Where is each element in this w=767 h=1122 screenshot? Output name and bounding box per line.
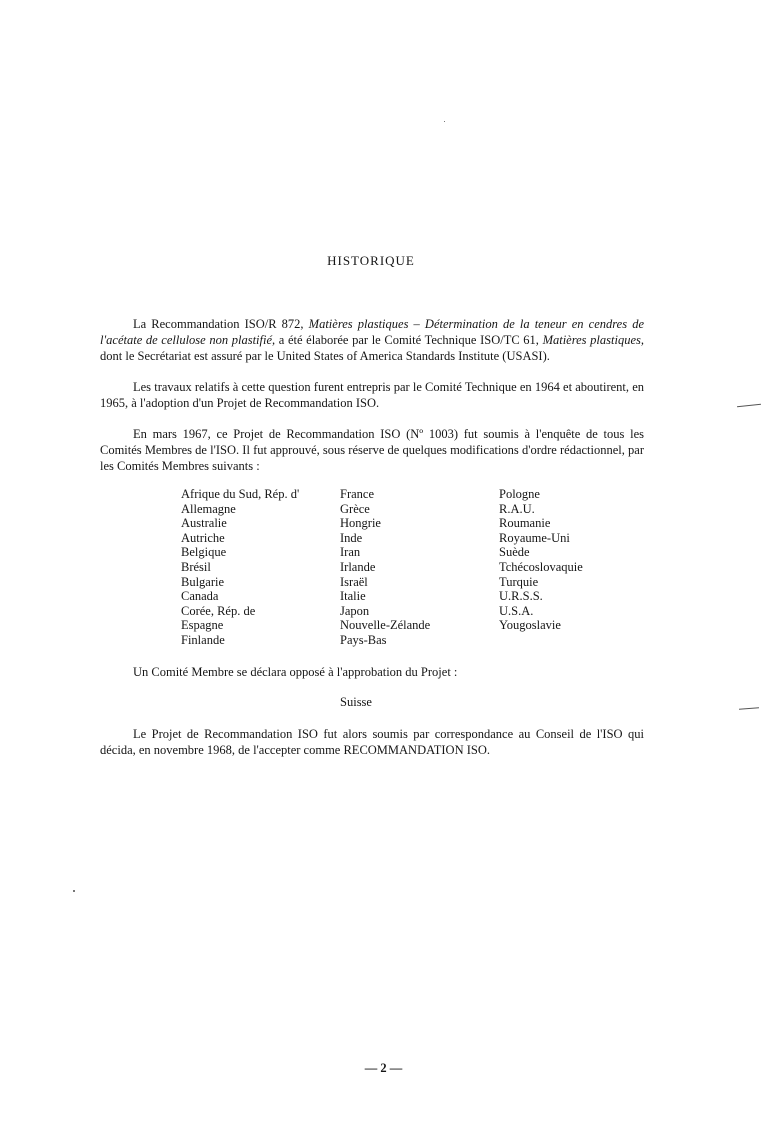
member-country: U.R.S.S. [499, 589, 543, 604]
member-country: Pologne [499, 487, 540, 501]
paragraph-origin-text-1: La Recommandation ISO/R 872, [133, 317, 309, 331]
page-number: — 2 — [364, 1061, 403, 1075]
paragraph-enquiry: En mars 1967, ce Projet de Recommandation ISO (Nº 1003) fut soumis à l'enquête de tous les Comités Membres de l'ISO. Il fut approuvé, sous réserve de quelques modifications d'ordre rédactionnel, par les Comités Membres suivants : [100, 427, 644, 473]
member-country: Japon [340, 603, 370, 618]
paragraph-opposition: Un Comité Membre se déclara opposé à l'approbation du Projet : [133, 665, 458, 679]
member-country: Canada [181, 589, 219, 604]
member-country: Finlande [181, 632, 225, 647]
member-country: Tchécoslovaquie [499, 559, 583, 574]
member-country: Israël [340, 574, 368, 589]
paragraph-acceptance [100, 726, 644, 758]
member-country: Pays-Bas [340, 632, 387, 647]
paragraph-acceptance-text: Le Projet de Recommandation ISO fut alors soumis par correspondance au Conseil de l'ISO qui décida, en novembre 1968, de l'accepter comme [100, 727, 644, 757]
member-country: Inde [340, 530, 363, 545]
member-country: Royaume-Uni [499, 530, 570, 545]
paragraph-origin-text-2: a été élaborée par le Comité Technique ISO/TC 61, [275, 333, 543, 347]
scan-speck [73, 890, 75, 892]
member-country: Roumanie [499, 516, 551, 531]
member-country: Nouvelle-Zélande [340, 618, 431, 633]
recommendation-emphasis: RECOMMANDATION ISO. [343, 743, 491, 757]
members-column-3 [499, 487, 583, 633]
member-country: Belgique [181, 545, 227, 560]
member-country: Italie [340, 589, 366, 604]
member-country: Irlande [340, 559, 376, 574]
member-country: Iran [340, 545, 361, 560]
member-country: Afrique du Sud, Rép. d' [181, 487, 300, 501]
members-column-1 [181, 487, 299, 648]
opposing-member: Suisse [340, 695, 372, 709]
scan-margin-mark [739, 707, 759, 709]
member-country: Suède [499, 545, 530, 560]
scan-speck [444, 121, 445, 122]
member-country: Grèce [340, 501, 370, 516]
member-country: R.A.U. [499, 501, 535, 516]
member-country: Espagne [181, 618, 224, 633]
member-country: Bulgarie [181, 574, 225, 589]
member-country: Hongrie [340, 516, 381, 531]
paragraph-work-history: Les travaux relatifs à cette question furent entrepris par le Comité Technique en 1964 et aboutirent, en 1965, à l'adoption d'un Projet de Recommandation ISO. [100, 380, 644, 410]
member-country: Yougoslavie [499, 618, 561, 633]
scan-margin-mark [737, 404, 761, 408]
committee-title-italic: Matières plastiques, [542, 333, 644, 347]
member-country: Allemagne [181, 501, 236, 516]
member-country: Corée, Rép. de [181, 603, 256, 618]
standard-title-italic: Matières plastiques – Détermination de la teneur en cendres de l'acétate de cellulose non plastifié, [100, 317, 644, 347]
member-country: U.S.A. [499, 603, 534, 618]
member-country: Brésil [181, 559, 211, 574]
member-country: Australie [181, 516, 227, 531]
member-country: Autriche [181, 530, 225, 545]
member-country: Turquie [499, 574, 539, 589]
paragraph-origin [100, 316, 644, 364]
page-title: HISTORIQUE [327, 253, 415, 268]
members-column-2 [340, 487, 430, 648]
member-country: France [340, 487, 375, 501]
paragraph-origin-text-3: dont le Secrétariat est assuré par le United States of America Standards Institute (USASI). [100, 349, 550, 363]
